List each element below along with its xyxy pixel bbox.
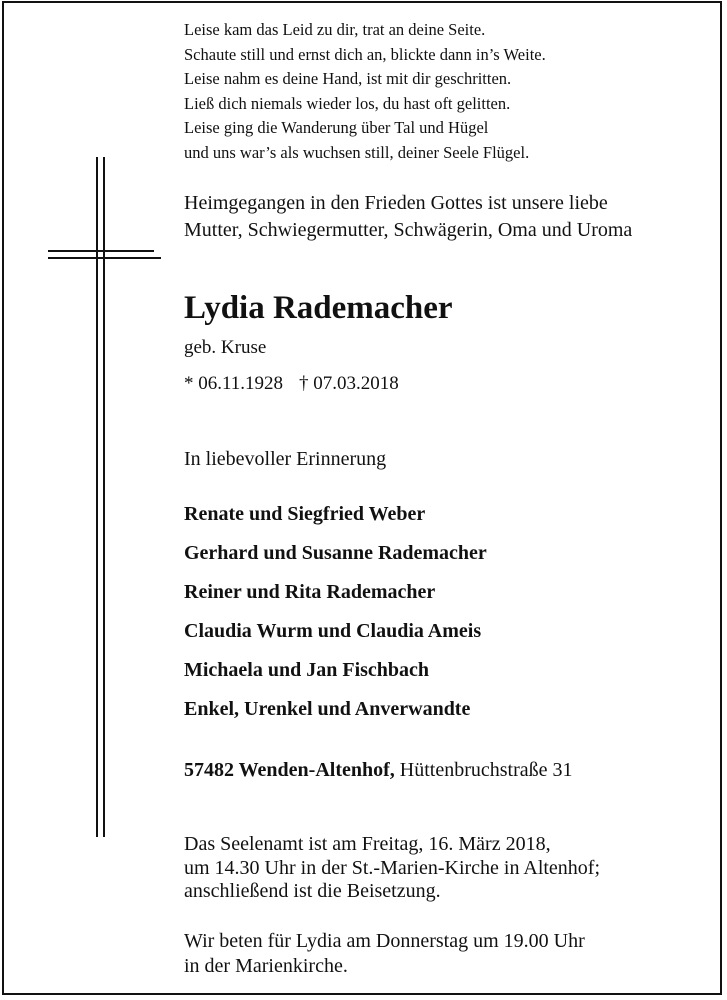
mourners-list — [184, 495, 487, 729]
service-line: um 14.30 Uhr in der St.-Marien-Kirche in Altenhof; — [184, 856, 601, 879]
prayer-line: in der Marienkirche. — [184, 955, 348, 977]
intro-line: Heimgegangen in den Frieden Gottes ist unsere liebe — [184, 192, 608, 214]
maiden-name: geb. Kruse — [184, 337, 267, 358]
address-city: 57482 Wenden-Altenhof, — [184, 759, 395, 781]
cross-horizontal-bar — [48, 250, 154, 252]
poem-line: Leise kam das Leid zu dir, trat an deine Seite. — [184, 20, 486, 39]
mourner-name: Enkel, Urenkel und Anverwandte — [184, 698, 471, 720]
service-info — [184, 833, 600, 904]
deceased-name: Lydia Rademacher — [184, 290, 453, 326]
mourner-name: Reiner und Rita Rademacher — [184, 581, 436, 603]
intro-text — [184, 190, 632, 244]
prayer-info — [184, 929, 585, 979]
cross-horizontal-bar — [48, 257, 161, 259]
poem — [184, 18, 546, 165]
cross-vertical-bar — [103, 157, 105, 837]
poem-line: Ließ dich niemals wieder los, du hast oft gelitten. — [184, 93, 511, 113]
mourner-name: Claudia Wurm und Claudia Ameis — [184, 620, 482, 642]
cross-vertical-bar — [96, 157, 98, 837]
death-date: † 07.03.2018 — [299, 373, 399, 394]
birth-date: * 06.11.1928 — [184, 373, 284, 394]
address-street: Hüttenbruchstraße 31 — [399, 759, 573, 781]
mourner-name: Michaela und Jan Fischbach — [184, 659, 430, 681]
life-dates — [184, 372, 399, 396]
service-line: Das Seelenamt ist am Freitag, 16. März 2018, — [184, 833, 551, 855]
mourner-name: Renate und Siegfried Weber — [184, 503, 426, 525]
poem-line: Leise nahm es deine Hand, ist mit dir geschritten. — [184, 69, 512, 88]
memory-line: In liebevoller Erinnerung — [184, 448, 387, 470]
address — [184, 757, 573, 783]
prayer-line: Wir beten für Lydia am Donnerstag um 19.00 Uhr — [184, 930, 585, 952]
service-line: anschließend ist die Beisetzung. — [184, 880, 441, 902]
poem-line: Schaute still und ernst dich an, blickte dann in’s Weite. — [184, 44, 546, 64]
poem-line: und uns war’s als wuchsen still, deiner Seele Flügel. — [184, 142, 530, 162]
poem-line: Leise ging die Wanderung über Tal und Hügel — [184, 118, 489, 137]
mourner-name: Gerhard und Susanne Rademacher — [184, 542, 487, 564]
intro-line: Mutter, Schwiegermutter, Schwägerin, Oma und Uroma — [184, 219, 633, 241]
